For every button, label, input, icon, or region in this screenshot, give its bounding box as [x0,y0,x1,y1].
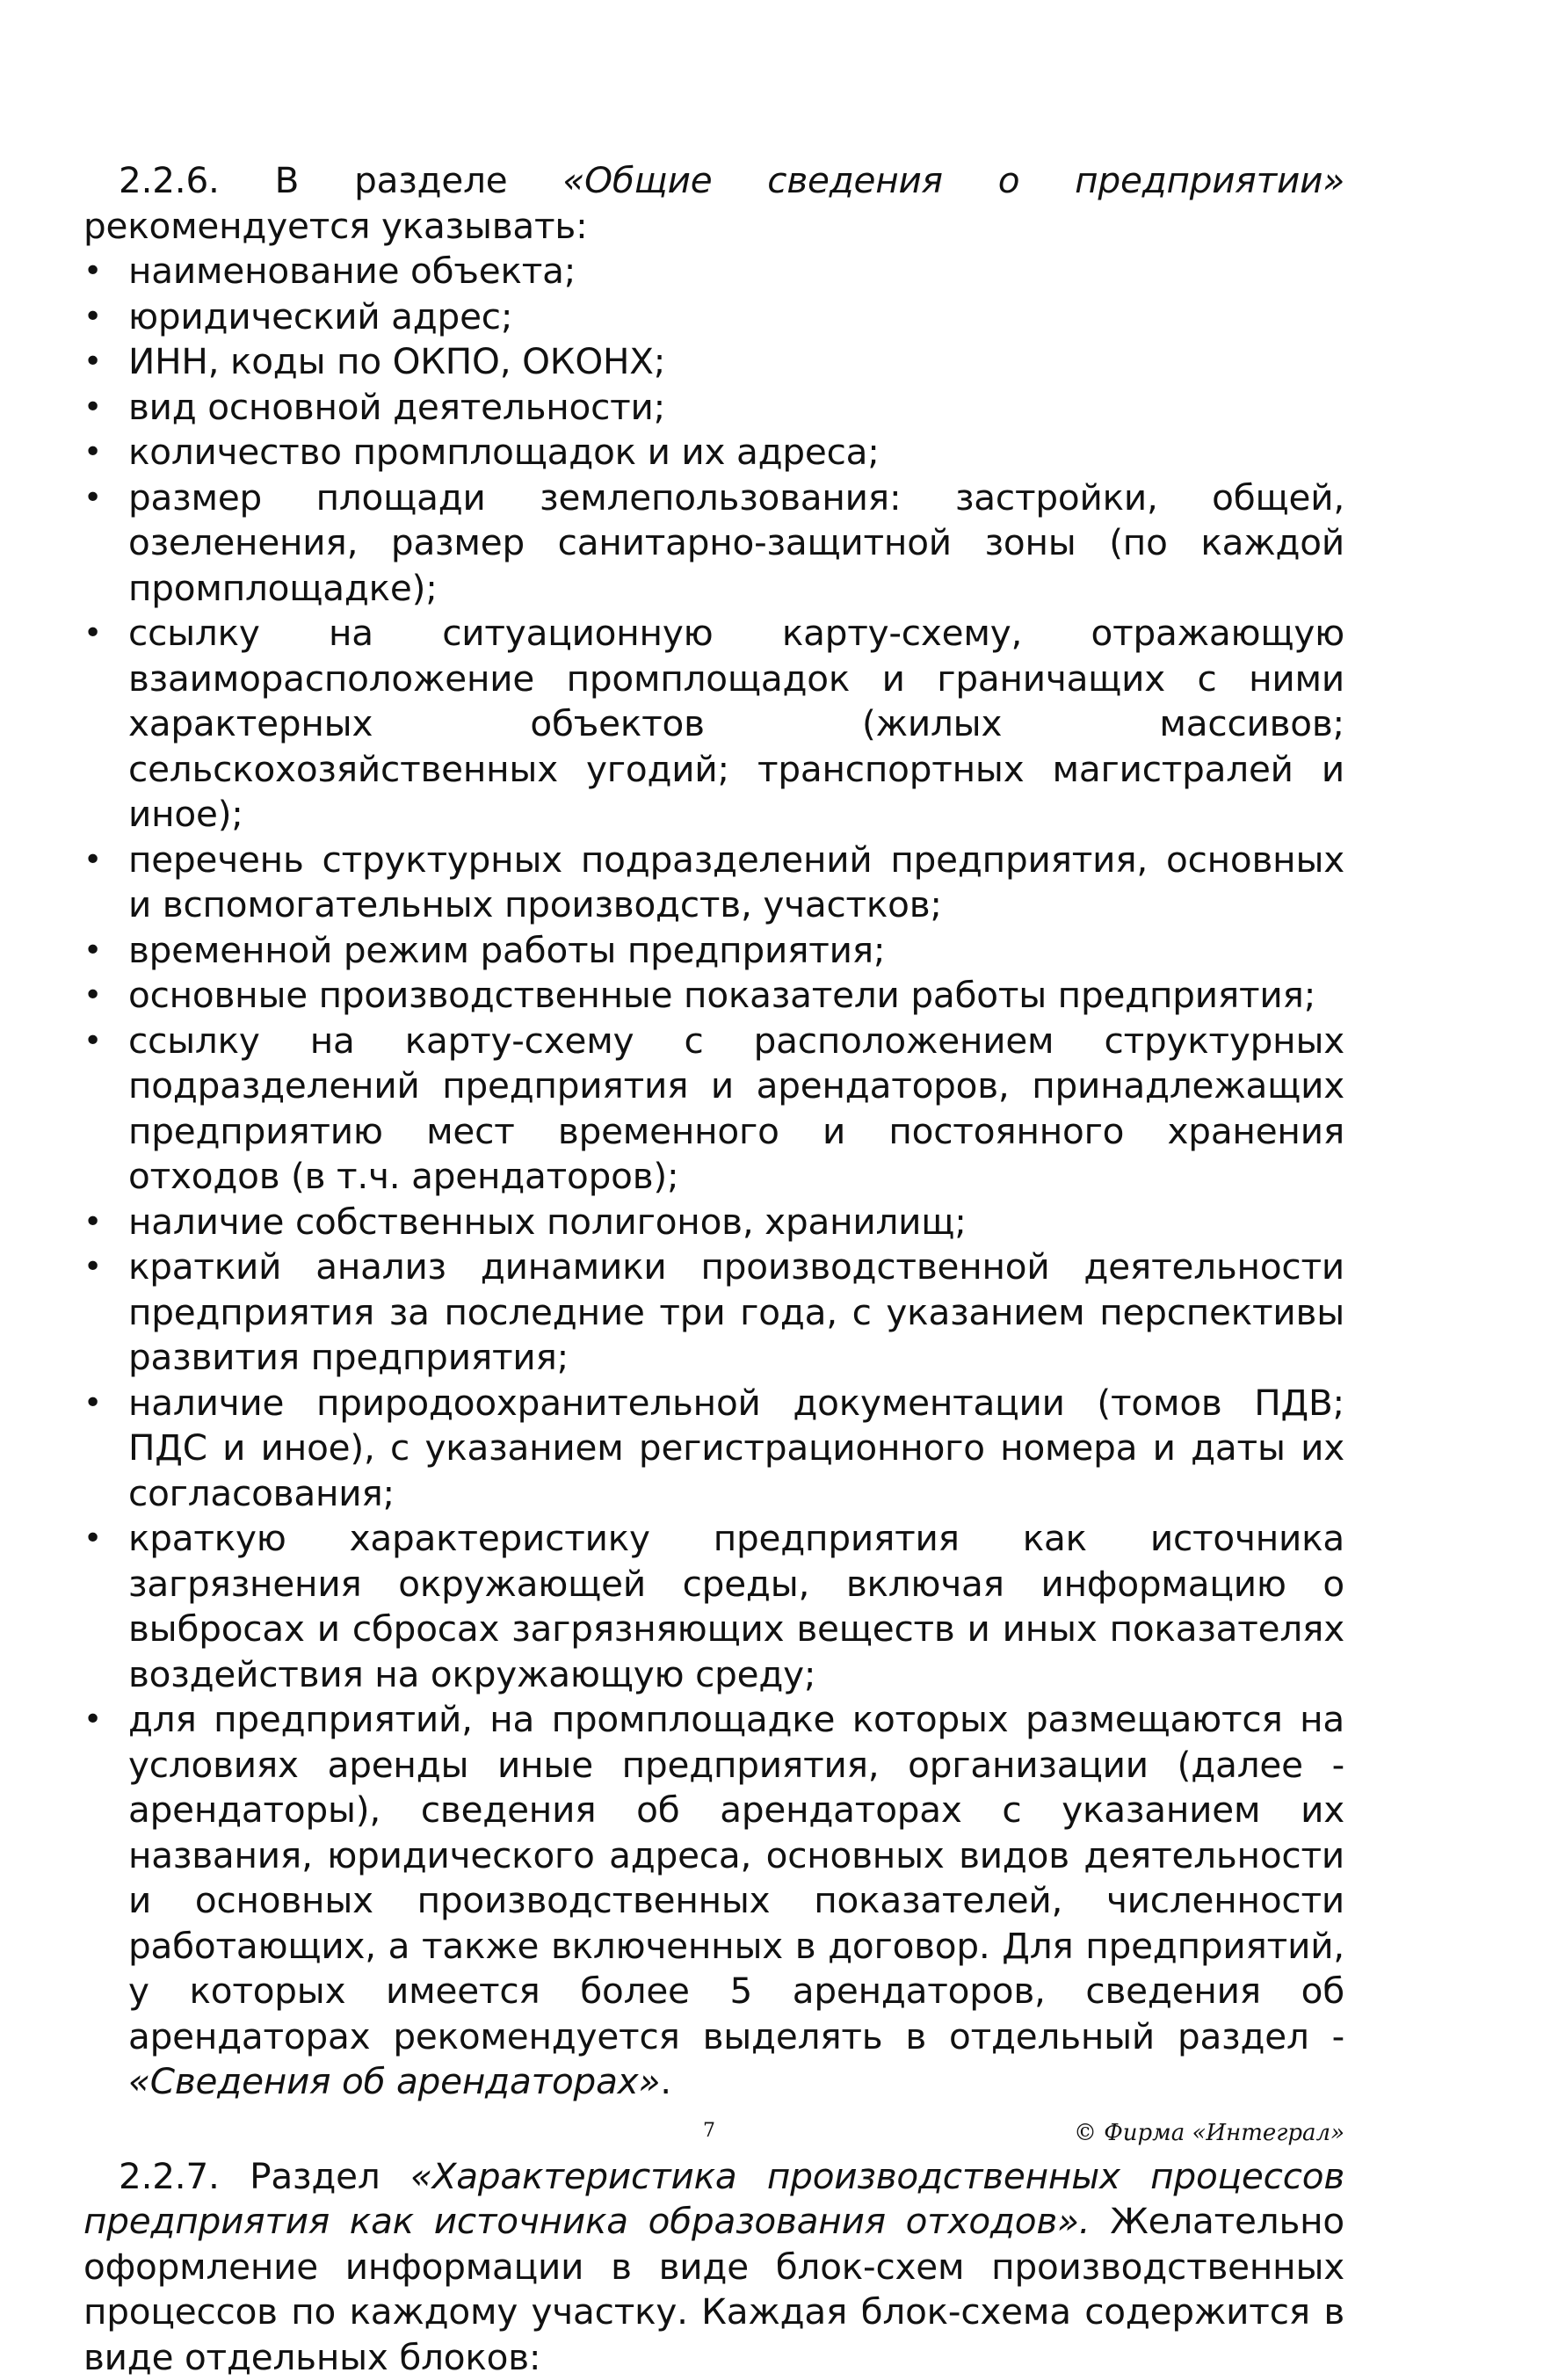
section-number: 2.2.7. [119,2155,220,2197]
list-item: • количество промплощадок и их адреса; [83,430,1344,475]
list-item: • ссылку на карту-схему с расположением структурных подразделений предприятия и арендаторов, принадлежащих предприятию мест временного и постоянного хранения отходов (в т.ч. арендаторов); [83,1019,1344,1200]
last-bullet-text: для предприятий, на промплощадке которых размещаются на условиях аренды иные предприятия, организации (далее - арендаторы), сведения об арендаторах с указанием их названия, юридического адреса, основных видов деятельности и основных производственных показателей, численности работающих, а также включенных в договор. Для предприятий, у которых имеется более 5 арендаторов, сведения об арендаторах рекомендуется выделять в отдельный раздел - [128,1698,1344,2057]
list-item: • краткую характеристику предприятия как источника загрязнения окружающей среды, включая информацию о выбросах и сбросах загрязняющих веществ и иных показателях воздействия на окружающую среду; [83,1516,1344,1697]
last-bullet-end: . [660,2060,671,2102]
intro-tail: рекомендуется указывать: [83,205,588,247]
list-item: • наименование объекта; [83,249,1344,294]
tenants-section-title: «Сведения об арендаторах» [128,2060,660,2102]
list-item: • наличие природоохранительной документации (томов ПДВ; ПДС и иное), с указанием регистрационного номера и даты их согласования; [83,1381,1344,1517]
section-lead: Раздел [220,2155,410,2197]
section-title: «Характеристика производственных процессов предприятия как источника образования отходов». [83,2155,1344,2243]
document-page [83,158,1344,2380]
section-2-2-7-paragraph [83,2154,1344,2380]
page-number: 7 [703,2120,715,2142]
list-item: • основные производственные показатели работы предприятия; [83,973,1344,1019]
section-number: 2.2.6. [119,159,220,201]
intro-lead: В разделе [220,159,563,201]
copyright-notice: © Фирма «Интеграл» [1074,2120,1344,2146]
bullet-list [83,249,1344,2105]
list-item: • наличие собственных полигонов, хранилищ; [83,1200,1344,1245]
list-item: • ИНН, коды по ОКПО, ОКОНХ; [83,339,1344,385]
list-item: • юридический адрес; [83,294,1344,340]
list-item: • временной режим работы предприятия; [83,928,1344,974]
page-footer [0,2120,1558,2155]
section-title: «Общие сведения о предприятии» [562,159,1344,201]
list-item: • ссылку на ситуационную карту-схему, отражающую взаиморасположение промплощадок и граничащих с ними характерных объектов (жилых массивов; сельскохозяйственных угодий; транспортных магистралей и иное); [83,611,1344,838]
list-item: • краткий анализ динамики производственной деятельности предприятия за последние три года, с указанием перспективы развития предприятия; [83,1244,1344,1381]
list-item: • размер площади землепользования: застройки, общей, озеленения, размер санитарно-защитной зоны (по каждой промплощадке); [83,475,1344,612]
list-item: • перечень структурных подразделений предприятия, основных и вспомогательных производств, участков; [83,838,1344,928]
section-2-2-6-intro [83,158,1344,249]
list-item [83,1697,1344,2105]
section-tail: Желательно оформление информации в виде блок-схем производственных процессов по каждому участку. Каждая блок-схема содержится в виде отдельных блоков: [83,2200,1344,2378]
list-item: • вид основной деятельности; [83,385,1344,431]
